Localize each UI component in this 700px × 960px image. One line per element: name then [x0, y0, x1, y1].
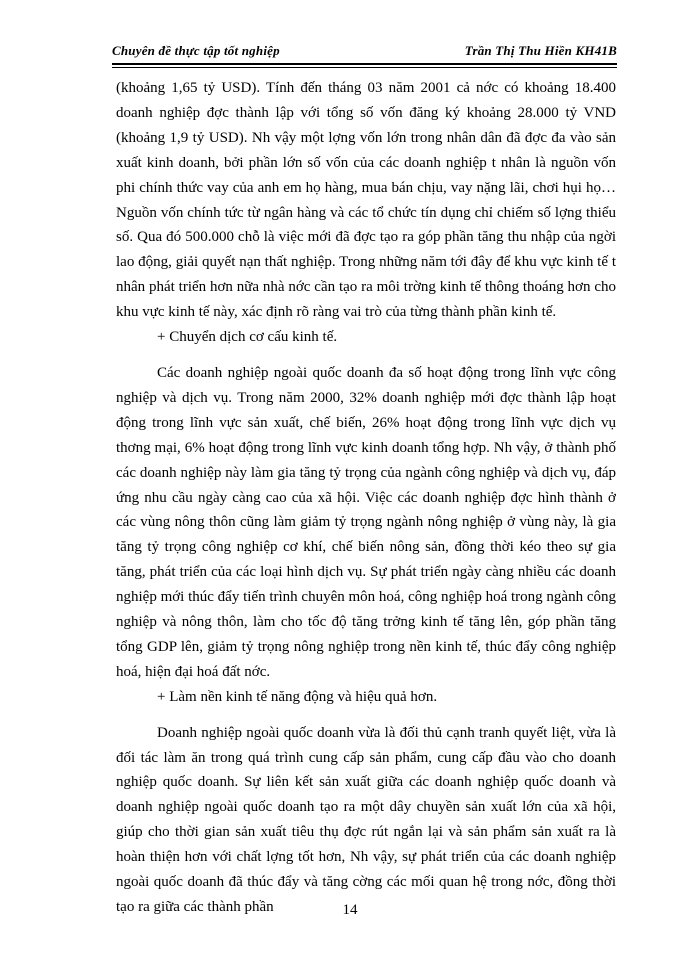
- paragraph-continuation: (khoảng 1,65 tỷ USD). Tính đến tháng 03 năm 2001 cả nớc có khoảng 18.400 doanh nghiệp đợc thành lập với tổng số vốn đăng ký khoảng 28.000 tỷ VND (khoảng 1,9 tỷ USD). Nh vậy một lợng vốn lớn trong nhân dân đã đợc đa vào sản xuất kinh doanh, bởi phần lớn số vốn của các doanh nghiệp t nhân là nguồn vốn phi chính thức vay của anh em họ hàng, mua bán chịu, vay nặng lãi, chơi hụi họ…Nguồn vốn chính tức từ ngân hàng và các tổ chức tín dụng chỉ chiếm số lợng thiểu số. Qua đó 500.000 chỗ là việc mới đã đợc tạo ra góp phần tăng thu nhập của ngời lao động, giải quyết nạn thất nghiệp. Trong những năm tới đây để khu vực kinh tế t nhân phát triển hơn nữa nhà nớc cần tạo ra môi trờng kinh tế thông thoáng hơn cho khu vực kinh tế này, xác định rõ ràng vai trò của từng thành phần kinh tế.: [116, 80, 616, 321]
- header-rule-thick: [112, 63, 617, 65]
- page-number: 14: [342, 902, 358, 918]
- running-header: [112, 40, 617, 62]
- header-author: Trần Thị Thu Hiền KH41B: [464, 43, 617, 58]
- bullet-heading-dynamic-economy: + Làm nền kinh tế năng động và hiệu quả hơn.: [157, 688, 438, 705]
- header-rule-thin: [112, 67, 617, 68]
- body-text: [116, 76, 616, 920]
- paragraph-restructuring: Các doanh nghiệp ngoài quốc doanh đa số hoạt động trong lĩnh vực công nghiệp và dịch vụ. Trong năm 2000, 32% doanh nghiệp mới đợc thành lập hoạt động trong lĩnh vực sản xuất, chế biến, 26% hoạt động trong lĩnh vực dịch vụ thơng mại, 6% hoạt động trong lĩnh vực kinh doanh tổng hợp. Nh vậy, ở thành phố các doanh nghiệp này làm gia tăng tỷ trọng của ngành công nghiệp và dịch vụ, đáp ứng nhu cầu ngày càng cao của xã hội. Việc các doanh nghiệp đợc hình thành ở các vùng nông thôn cũng làm giảm tỷ trọng ngành nông nghiệp ở vùng này, là gia tăng tỷ trọng công nghiệp cơ khí, chế biến nông sản, đồng thời kéo theo sự gia tăng, phát triển của các loại hình dịch vụ. Sự phát triển ngày càng nhiều các doanh nghiệp mới thúc đẩy tiến trình chuyên môn hoá, công nghiệp hoá trong ngành công nghiệp và nông thôn, làm cho tốc độ tăng trởng kinh tế tăng lên, góp phần tăng tổng GDP lên, giảm tỷ trọng nông nghiệp trong nền kinh tế, thúc đẩy công nghiệp hoá, hiện đại hoá đất nớc.: [116, 364, 616, 680]
- paragraph-dynamic-economy: Doanh nghiệp ngoài quốc doanh vừa là đối thủ cạnh tranh quyết liệt, vừa là đối tác làm ăn trong quá trình cung cấp sản phẩm, cung cấp đầu vào cho doanh nghiệp quốc doanh. Sự liên kết sản xuất giữa các doanh nghiệp quốc doanh và doanh nghiệp ngoài quốc doanh tạo ra một dây chuyền sản xuất lớn của xã hội, giúp cho thời gian sản xuất tiêu thụ đợc rút ngắn lại và sản phẩm sản xuất ra là hoàn thiện hơn với chất lợng tốt hơn, Nh vậy, sự phát triển của các doanh nghiệp ngoài quốc doanh đã thúc đẩy và tăng cờng các mối quan hệ trong nớc, đồng thời tạo ra giữa các thành phần: [116, 724, 616, 915]
- bullet-heading-economic-restructuring: + Chuyển dịch cơ cấu kinh tế.: [157, 329, 338, 346]
- header-report-title: Chuyên đề thực tập tốt nghiệp: [112, 43, 280, 58]
